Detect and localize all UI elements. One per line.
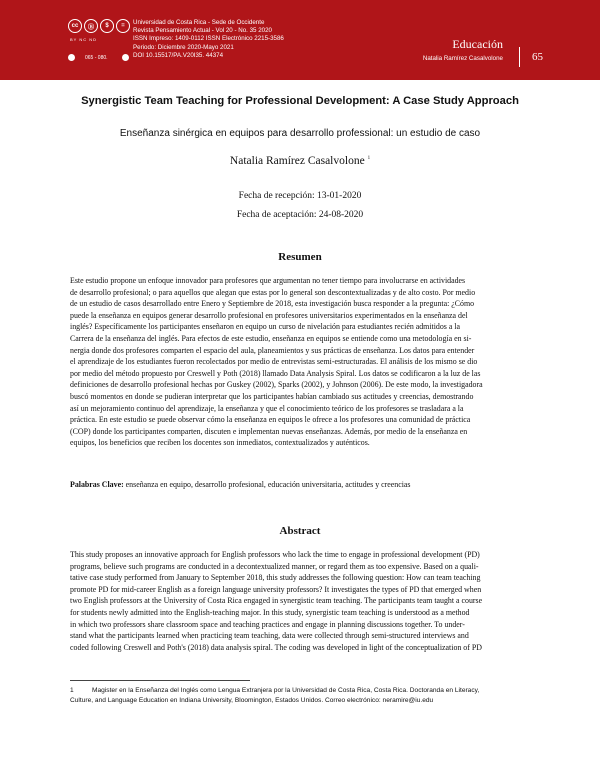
by-icon: Ⓑ <box>84 19 98 33</box>
abstract-line: for students newly admitted into the English-teaching major. In this study, synergistic team teaching is understood as a method <box>70 607 470 617</box>
keywords-text: enseñanza en equipo, desarrollo profesional, educación universitaria, actitudes y creencias <box>123 480 411 489</box>
footnote-text: Magister en la Enseñanza del Inglés como Lengua Extranjera por la Universidad de Costa Rica, Costa Rica. Doctoranda en Literacy, <box>92 687 480 694</box>
cc-icon: cc <box>68 19 82 33</box>
page-number: 65 <box>532 51 543 63</box>
resumen-line: definiciones de desarrollo profesional hechas por Guskey (2002), Sparks (2002), y Johnson (2006). De este modo, la investigadora <box>70 380 483 390</box>
resumen-line: así un mejoramiento continuo del aprendizaje, la enseñanza y que el conocimiento teórico de los profesores se trasladara a la <box>70 403 464 413</box>
abstract-line: in which two professors share classroom space and teaching practices and engage in planning discussions together. To under- <box>70 619 465 629</box>
keywords <box>70 480 411 489</box>
journal-line: Periodo: Diciembre 2020-Mayo 2021 <box>133 43 234 51</box>
footnote-line <box>70 686 540 696</box>
resumen-line: (COP) donde los participantes comparten, discuten e implementan nuevas enseñanzas. Además, por medio de la enseñanza en <box>70 426 468 436</box>
abstract-body <box>70 549 532 653</box>
divider <box>519 47 520 67</box>
resumen-line: de desarrollo profesional; o para aquellos que alegan que estas por lo general son descontextualizadas y de alto costo. Por medio <box>70 287 476 297</box>
resumen-line: inglés? Específicamente los participantes enseñaron en equipo un curso de nivelación para estudiantes recién admitidos a la <box>70 322 461 332</box>
resumen-line: Carrera de la enseñanza del inglés. Para efectos de este estudio, enseñanza en equipos se entiende como una metodología en si- <box>70 333 472 343</box>
abstract-line: tative case study performed from January to September 2018, this study addresses the following question: How can team teaching <box>70 573 481 583</box>
footnote <box>70 686 540 705</box>
footnote-divider <box>70 680 250 681</box>
resumen-line: de un estudio de casos desarrollado entre Enero y Septiembre de 2018, esta investigación busca responder a la pregunta: ¿Cómo <box>70 299 475 309</box>
creative-commons-logo <box>68 19 130 33</box>
running-author: Natalia Ramírez Casalvolone <box>422 55 503 62</box>
resumen-line: equipos, los beneficios que reciben los docentes son inmediatos, contextualizados y auténticos. <box>70 438 370 448</box>
author-footnote-mark: 1 <box>367 156 371 162</box>
author-text: Natalia Ramírez Casalvolone <box>229 155 365 167</box>
license-label: BY NC ND <box>70 37 98 42</box>
abstract-line: promote PD for mid-career English as a foreign language university professors? It investigates the types of PD that emerged when <box>70 584 482 594</box>
abstract-line: stand what the participants learned when practicing team teaching, data were collected through semi-structured interviews and <box>70 631 469 641</box>
nd-icon: = <box>116 19 130 33</box>
resumen-line: nergia donde dos profesores comparten el espacio del aula, planeamientos y sus prácticas de enseñanza. Los datos para entender <box>70 345 475 355</box>
resumen-line: práctica. En este estudio se puede observar cómo la enseñanza en equipos le ofrece a los profesores una comunidad de práctica <box>70 415 471 425</box>
accepted-date: Fecha de aceptación: 24-08-2020 <box>236 210 364 220</box>
journal-info <box>133 19 284 60</box>
author-name <box>0 155 600 167</box>
keywords-label: Palabras Clave: <box>70 480 124 489</box>
article-title: Synergistic Team Teaching for Professional Development: A Case Study Approach <box>81 95 519 107</box>
abstract-line: programs, believe such programs are conducted in a decontextualized manner, or regard them as too expensive. Based on a quali- <box>70 561 479 571</box>
resumen-line: puede la enseñanza en equipos generar desarrollo profesional en profesores universitarios experimentados en la enseñanza del <box>70 310 468 320</box>
footnote-line: Culture, and Language Education en Indiana University, Bloomington, Estados Unidos. Correo electrónico: neramire@iu.edu <box>70 696 434 704</box>
resumen-line: por medio del método propuesto por Creswell y Poth (2018) llamado Data Analysis Spiral. Los datos se codificaron a la luz de las <box>70 368 481 378</box>
journal-line: ISSN Impreso: 1409-0112 ISSN Electrónico 2215-3586 <box>133 35 284 43</box>
footnote-number: 1 <box>70 687 74 694</box>
resumen-line: el aprendizaje de los estudiantes fueron recolectados por medio de entrevistas semi-estructuradas. El análisis de los mismo se dio <box>70 357 478 367</box>
page-range: 065 - 080. <box>85 55 108 61</box>
bullet-icon <box>68 54 75 61</box>
abstract-line: two English professors at the University of Costa Rica engaged in synergistic team teaching. The participants team taught a course <box>70 596 483 606</box>
bullet-icon <box>122 54 129 61</box>
resumen-heading: Resumen <box>278 251 322 263</box>
nc-icon: $ <box>100 19 114 33</box>
resumen-line: Este estudio propone un enfoque innovador para profesores que argumentan no tener tiempo para involucrarse en actividades <box>70 276 466 285</box>
abstract-line: This study proposes an innovative approach for English professors who lack the time to engage in professional development (PD) <box>70 550 480 559</box>
abstract-line: coded following Creswell and Poth's (2018) data analysis spiral. The coding was developed in light of the conceptualization of PD <box>70 642 482 652</box>
received-date: Fecha de recepción: 13-01-2020 <box>238 191 362 201</box>
journal-line: DOI 10.15517/PA.V20I35. 44374 <box>133 51 224 59</box>
abstract-heading: Abstract <box>279 525 321 537</box>
journal-line: Revista Pensamiento Actual - Vol 20 - No. 35 2020 <box>133 27 272 35</box>
resumen-body <box>70 275 532 449</box>
article-subtitle: Enseñanza sinérgica en equipos para desarrollo professional: un estudio de caso <box>119 128 481 139</box>
journal-header <box>0 0 600 80</box>
section-name: Educación <box>452 37 503 51</box>
resumen-line: buscó momentos en donde se pudieran interpretar que los participantes habían cambiado sus actitudes y creencias, demostrando <box>70 391 474 401</box>
journal-line: Universidad de Costa Rica - Sede de Occidente <box>133 19 265 26</box>
